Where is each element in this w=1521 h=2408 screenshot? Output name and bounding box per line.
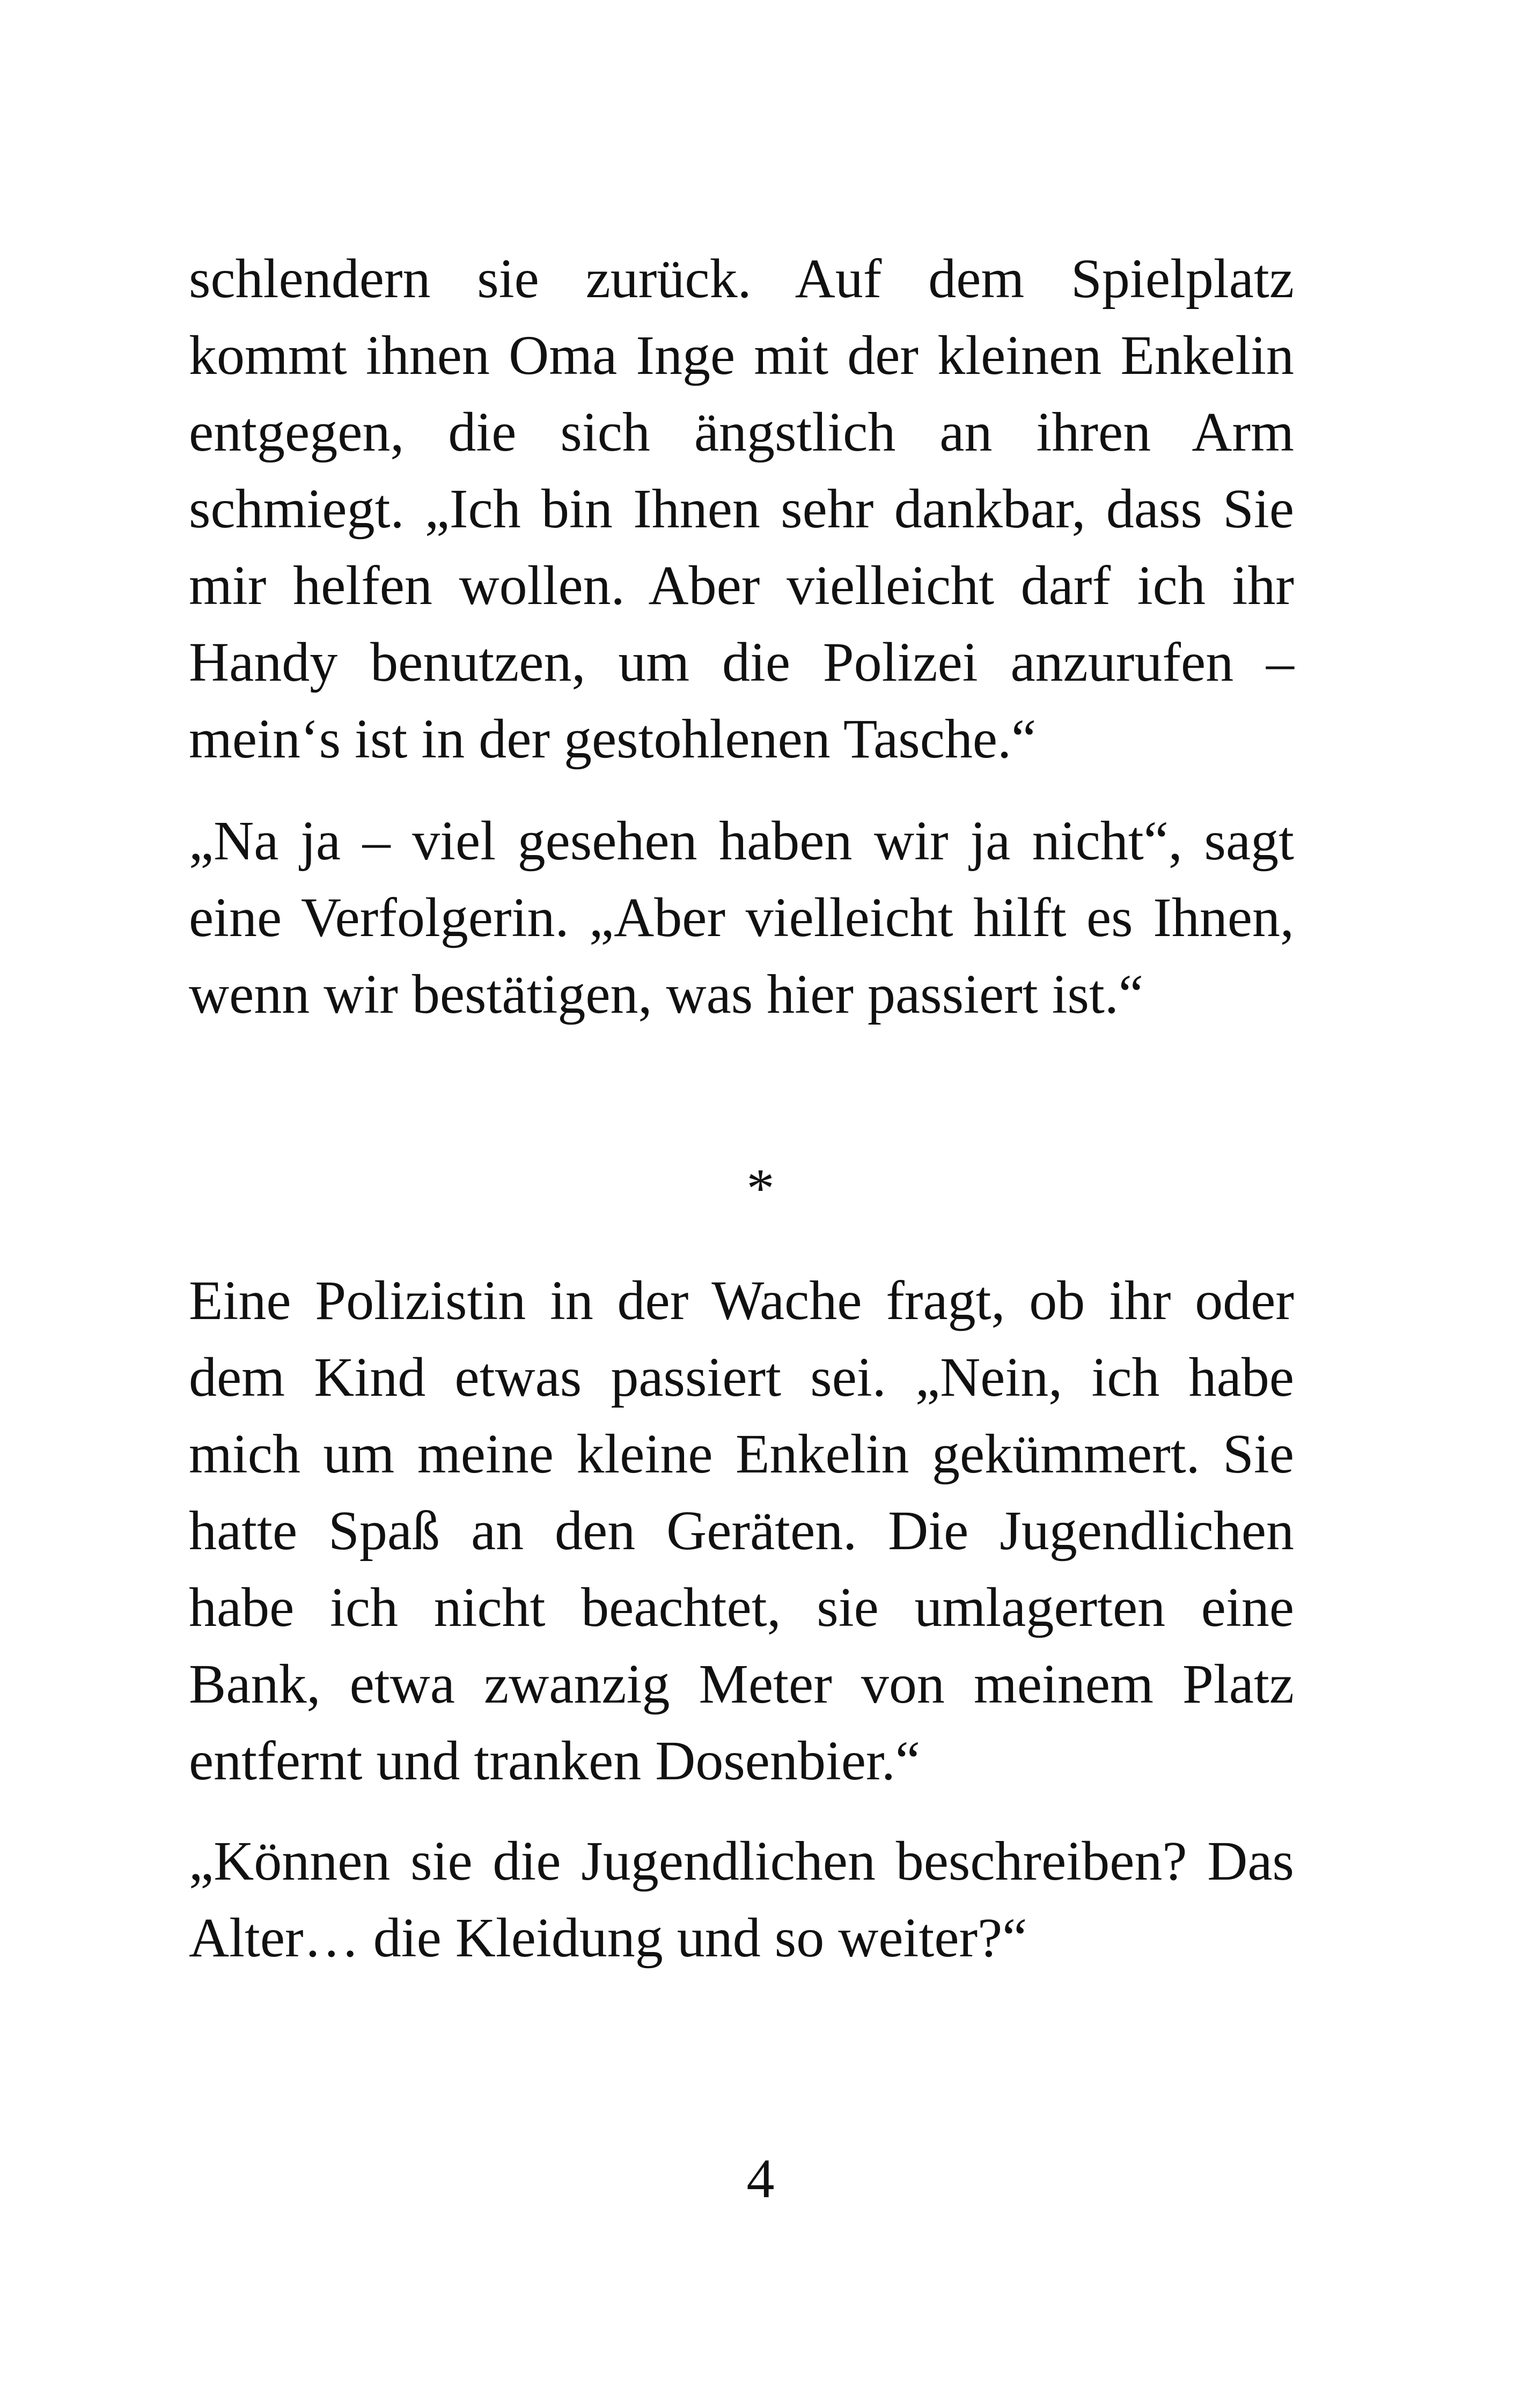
section-separator: * (746, 1158, 775, 1219)
paragraph-text: schlendern sie zurück. Auf dem Spielplatz kommt ihnen Oma Inge mit der kleinen Enkelin entgegen, die sich ängstlich an ihren Arm schmiegt. „Ich bin Ihnen sehr dankbar, dass Sie mir helfen wollen. Aber vielleicht darf ich ihr Handy benutzen, um die Polizei anzurufen – mein‘s ist in der gestohlenen Tasche.“ (189, 248, 1294, 770)
paragraph-text: Eine Polizistin in der Wache fragt, ob ihr oder dem Kind etwas passiert sei. „Nein, ich habe mich um meine kleine Enkelin gekümmert. Sie hatte Spaß an den Geräten. Die Jugendlichen habe ich nicht beachtet, sie umlagerten eine Bank, etwa zwanzig Meter von meinem Platz entfernt und tranken Dosenbier.“ (189, 1270, 1294, 1792)
paragraph-3 (189, 1262, 1294, 1799)
paragraph-text: „Na ja – viel gesehen haben wir ja nicht“, sagt eine Verfolgerin. „Aber vielleicht hilft es Ihnen, wenn wir bestätigen, was hier passiert ist.“ (189, 810, 1294, 1025)
page-number: 4 (746, 2148, 775, 2210)
paragraph-2 (189, 802, 1294, 1033)
paragraph-4 (189, 1823, 1294, 1976)
paragraph-text: „Können sie die Jugendlichen beschreiben? Das Alter… die Kleidung und so weiter?“ (189, 1830, 1294, 1969)
paragraph-1 (189, 240, 1294, 777)
